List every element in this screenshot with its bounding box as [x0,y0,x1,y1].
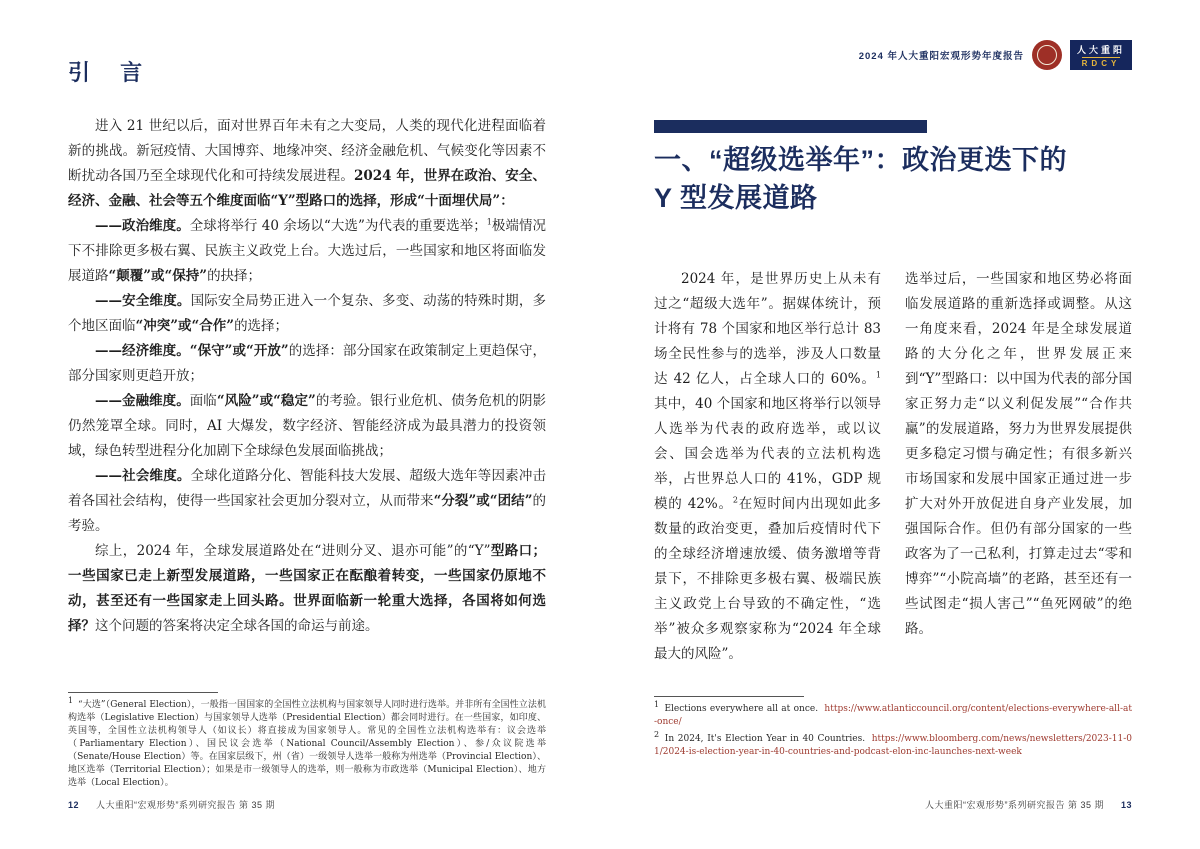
footnote-link[interactable]: https://www.bloomberg.com/news/newsletters/2023-11-01/2024-is-election-year-in-40-countries-and-podcast-elon-inc-launches-next-week [654,734,1132,757]
footnotes [654,700,1132,763]
rdcy-logo [1070,40,1132,70]
left-page-body [68,114,546,639]
chapter-title-bar [654,120,927,133]
text-column-2: 选举过后，一些国家和地区势必将面临发展道路的重新选择或调整。从这一角度来看，2024 年是全球发展道路的大分化之年，世界发展正来到“Y”型路口：以中国为代表的部分国家正努力走“以义利促发展”“合作共赢”的发展道路，努力为世界发展提供更多稳定习惯与确定性；有很多新兴市场国家和发展中国家正通过进一步扩大对外开放促进自身产业发展，加强国际合作。但仍有部分国家的一些政客为了一己私利，打算走过去“零和博弈”“小院高墙”的老路，甚至还有一些试图走“损人害己”“鱼死网破”的绝路。 [905,271,1132,637]
page-number: 12 [68,800,80,810]
report-header [859,40,1132,70]
series-title: 人大重阳“宏观形势”系列研究报告 第 35 期 [96,800,276,810]
footnote-marker: 1 [654,700,660,709]
footnote-link[interactable]: https://www.atlanticcouncil.org/content/elections-everywhere-all-at-once/ [654,704,1132,727]
page-number: 13 [1120,800,1132,810]
right-page [654,0,1132,849]
footnote-text: Elections everywhere all at once. [664,704,819,714]
left-page-footer [68,798,275,811]
footnote [68,696,546,790]
footnote [654,730,1132,759]
footnote-text: “大选”（General Election），一般指一国国家的全国性立法机构与国家领导人同时进行选举。并非所有全国性立法机构选举（Legislative Election）与国家领导人选举（Presidential Election）都会同时进行。在一些国家，如印度、英国等，全国性立法机构领导人（如议长）将直接成为国家领导人。常见的全国性立法机构选举有：议会选举（Parliamentary Election）、国民议会选举（National Council/Assembly Election）、参/众议院选举（Senate/House Election）等。在国家层级下，州（省）一级领导人选举一般称为州选举（Provincial Election）、地区选举（Territorial Election）；如果是市一级领导人的选举，则一般称为市政选举（Municipal Election）、地方选举（Local Election）。 [68,700,546,788]
body-paragraph: 进入 21 世纪以后，面对世界百年未有之大变局，人类的现代化进程面临着新的挑战。新冠疫情、大国博弈、地缘冲突、经济金融危机、气候变化等因素不断扰动各国乃至全球现代化和可持续发展进程。2024 年，世界在政治、安全、经济、金融、社会等五个维度面临“Y”型路口的选择，形成“十面埋伏局”： [68,118,547,209]
report-header-title: 2024 年人大重阳宏观形势年度报告 [858,51,1024,62]
footnote-divider [654,696,804,697]
footnote-marker: 2 [654,730,660,739]
series-title: 人大重阳“宏观形势”系列研究报告 第 35 期 [924,800,1104,810]
seal-ring [1037,45,1057,65]
left-page [68,0,546,849]
rdcy-seal-icon [1032,40,1062,70]
footnote-marker: 1 [68,696,74,705]
right-page-footer [925,798,1132,811]
rdcy-logo-en: RDCY [1081,58,1121,68]
chapter-title-line1: 一、“超级选举年”：政治更迭下的 [654,145,1067,175]
chapter-title [654,141,1132,217]
body-paragraph: 综上，2024 年，全球发展道路处在“进则分叉、退亦可能”的“Y”型路口；一些国家已走上新型发展道路，一些国家正在酝酿着转变，一些国家仍原地不动，甚至还有一些国家走上回头路。世界面临新一轮重大选择，各国将如何选择？这个问题的答案将决定全球各国的命运与前途。 [68,543,546,634]
section-title: 引 言 [68,60,155,85]
footnote [654,700,1132,729]
body-paragraph: ——政治维度。全球将举行 40 余场以“大选”为代表的重要选举；$^1$极端情况下不排除更多极右翼、民族主义政党上台。大选过后，一些国家和地区将面临发展道路“颠覆”或“保持”的抉择； [68,217,546,284]
body-paragraph: ——金融维度。面临“风险”或“稳定”的考验。银行业危机、债务危机的阴影仍然笼罩全球。同时，AI 大爆发，数字经济、智能经济成为最具潜力的投资领域，绿色转型进程分化加剧下全球绿色发展面临挑战； [68,393,547,459]
text-column-1: 2024 年，是世界历史上从未有过之“超级大选年”。据媒体统计，预计将有 78 个国家和地区举行总计 83 场全民性参与的选举，涉及人口数量达 42 亿人，占全球人口的 60%。$^1$其中，40 个国家和地区将举行以领导人选举为代表的政府选举，或以议会、国会选举为代表的立法机构选举，占世界总人口的 41%，GDP 规模的 42%。$^2$在短时间内出现如此多数量的政治变更，叠加后疫情时代下的全球经济增速放缓、债务激增等背景下，不排除更多极右翼、极端民族主义政党上台导致的不确定性，“选举”被众多观察家称为“2024 年全球最大的风险”。 [654,271,881,662]
footnote-divider [68,692,218,693]
two-column-text [654,267,1132,667]
footnote-text: In 2024, It's Election Year in 40 Countries. [664,734,866,744]
chapter-title-line2: Y 型发展道路 [654,183,818,213]
body-paragraph: ——安全维度。国际安全局势正进入一个复杂、多变、动荡的特殊时期，多个地区面临“冲突”或“合作”的选择； [68,293,547,334]
body-paragraph: ——经济维度。“保守”或“开放”的选择：部分国家在政策制定上更趋保守，部分国家则更趋开放； [68,343,547,384]
body-paragraph: ——社会维度。全球化道路分化、智能科技大发展、超级大选年等因素冲击着各国社会结构，使得一些国家社会更加分裂对立，从而带来“分裂”或“团结”的考验。 [68,468,547,534]
rdcy-logo-cn: 人大重阳 [1076,44,1125,55]
